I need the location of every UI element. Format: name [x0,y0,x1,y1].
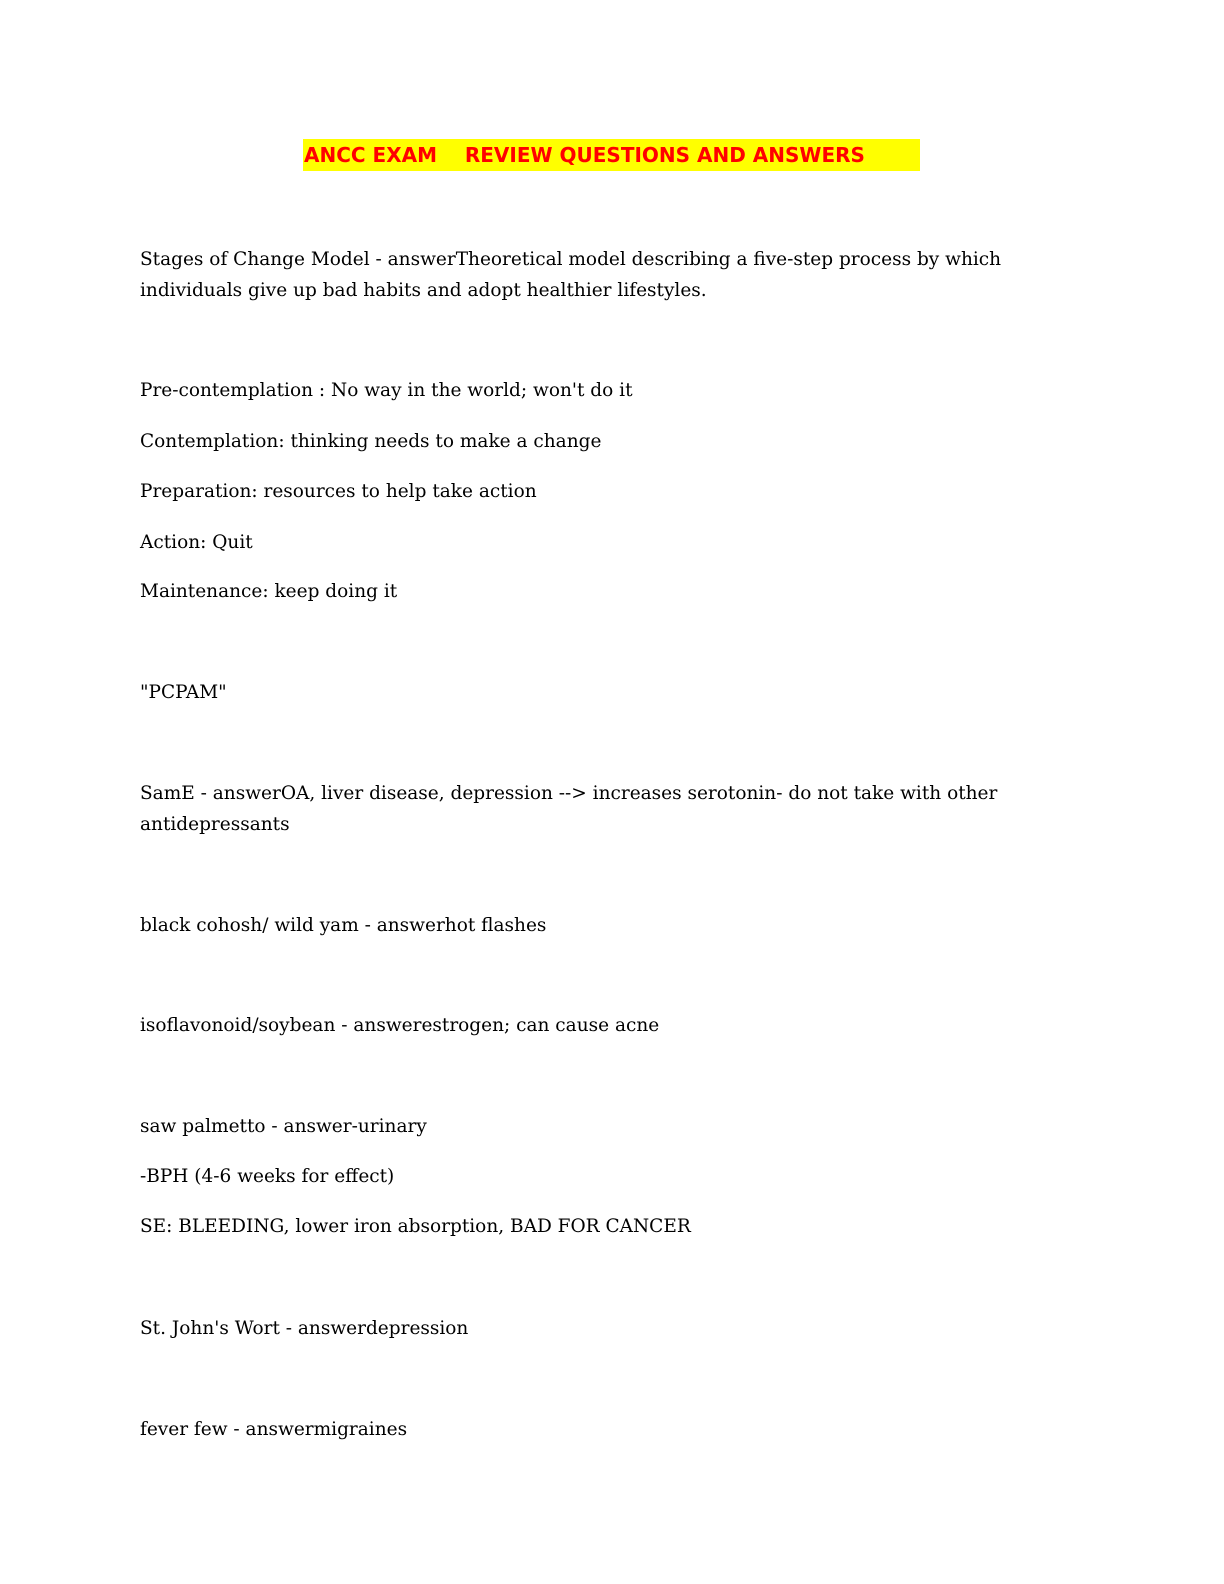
saw-palmetto-line: saw palmetto - answer-urinary [140,1116,427,1137]
bph-line: -BPH (4-6 weeks for effect) [140,1166,395,1187]
contemplation-line: Contemplation: thinking needs to make a change [140,431,602,452]
preparation-line: Preparation: resources to help take action [140,481,537,502]
isoflavonoid-line: isoflavonoid/soybean - answerestrogen; can cause acne [140,1015,660,1036]
st-johns-wort-line: St. John's Wort - answerdepression [140,1318,469,1339]
maintenance-line: Maintenance: keep doing it [140,581,398,602]
action-line: Action: Quit [140,532,253,553]
fever-few-line: fever few - answermigraines [140,1419,408,1440]
pre-contemplation-line: Pre-contemplation : No way in the world; won't do it [140,380,633,401]
same-line-1: SamE - answerOA, liver disease, depression --> increases serotonin- do not take with other [140,783,998,804]
same-line-2: antidepressants [140,814,290,835]
pcpam-mnemonic: "PCPAM" [140,682,227,703]
stages-of-change-line-1: Stages of Change Model - answerTheoretical model describing a five-step process by which [140,249,1002,270]
document-title: ANCC EXAM REVIEW QUESTIONS AND ANSWERS [303,139,920,171]
side-effects-line: SE: BLEEDING, lower iron absorption, BAD FOR CANCER [140,1216,691,1237]
black-cohosh-line: black cohosh/ wild yam - answerhot flashes [140,915,547,936]
stages-of-change-line-2: individuals give up bad habits and adopt healthier lifestyles. [140,280,707,301]
